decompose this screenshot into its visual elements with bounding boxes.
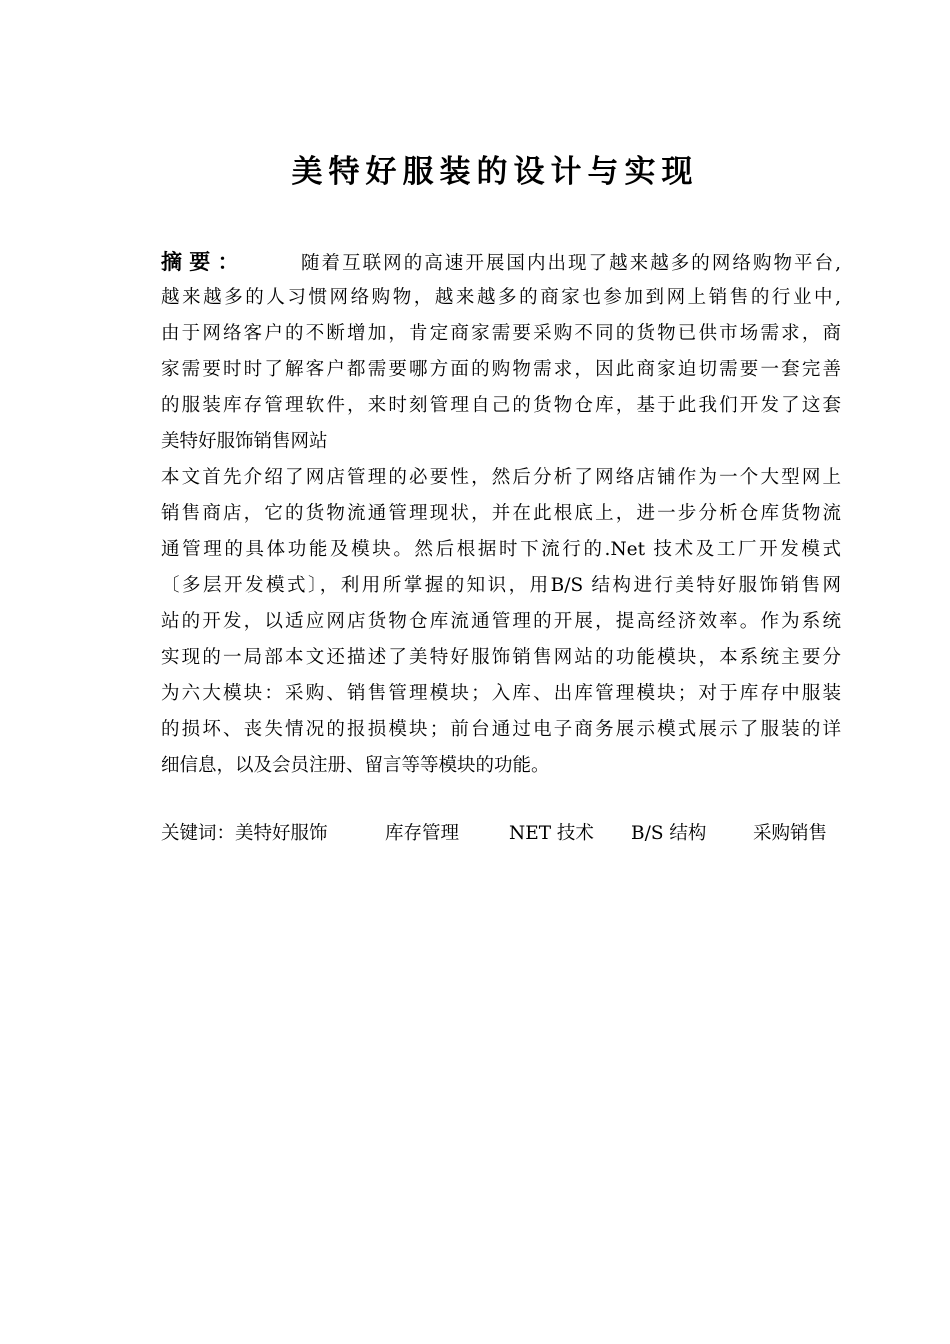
- abstract-line-1: [161, 244, 841, 280]
- abstract-line: 家需要时时了解客户都需要哪方面的购物需求，因此商家迫切需要一套完善: [161, 359, 841, 380]
- abstract-line: 销售商店，它的货物流通管理现状，并在此根底上，进一步分析仓库货物流: [161, 503, 841, 524]
- keyword: B/S 结构: [631, 823, 707, 844]
- abstract-line: 的服装库存管理软件，来时刻管理自己的货物仓库，基于此我们开发了这套: [161, 395, 841, 416]
- abstract-section: [161, 244, 841, 784]
- abstract-line: 由于网络客户的不断增加，肯定商家需要采购不同的货物已供市场需求，商: [161, 323, 841, 344]
- abstract-line: 为六大模块：采购、销售管理模块；入库、出库管理模块；对于库存中服装: [161, 683, 841, 704]
- keyword: 库存管理: [385, 823, 460, 844]
- abstract-line: 站的开发，以适应网店货物仓库流通管理的开展，提高经济效率。作为系统: [161, 611, 841, 632]
- keywords-label: 关键词：: [161, 823, 236, 844]
- keyword: NET 技术: [509, 823, 594, 844]
- abstract-label: 摘 要 ：: [161, 249, 239, 274]
- keyword: 美特好服饰: [235, 823, 328, 844]
- abstract-line: 本文首先介绍了网店管理的必要性，然后分析了网络店铺作为一个大型网上: [161, 467, 841, 488]
- keywords-line: [161, 816, 841, 852]
- abstract-line: 〔多层开发模式〕，利用所掌握的知识，用B/S 结构进行美特好服饰销售网: [161, 575, 841, 596]
- abstract-line: 美特好服饰销售网站: [161, 431, 328, 452]
- keyword: 采购销售: [753, 823, 828, 844]
- document-title: 美特好服装的设计与实现: [291, 154, 699, 190]
- abstract-line: 的损坏、丧失情况的报损模块；前台通过电子商务展示模式展示了服装的详: [161, 719, 841, 740]
- abstract-line: 实现的一局部本文还描述了美特好服饰销售网站的功能模块，本系统主要分: [161, 647, 841, 668]
- abstract-line: 通管理的具体功能及模块。然后根据时下流行的.Net 技术及工厂开发模式: [161, 539, 841, 560]
- abstract-line: 细信息，以及会员注册、留言等等模块的功能。: [161, 755, 550, 776]
- abstract-line: 越来越多的人习惯网络购物，越来越多的商家也参加到网上销售的行业中,: [161, 287, 841, 308]
- abstract-text: 随着互联网的高速开展国内出现了越来越多的网络购物平台,: [301, 253, 841, 274]
